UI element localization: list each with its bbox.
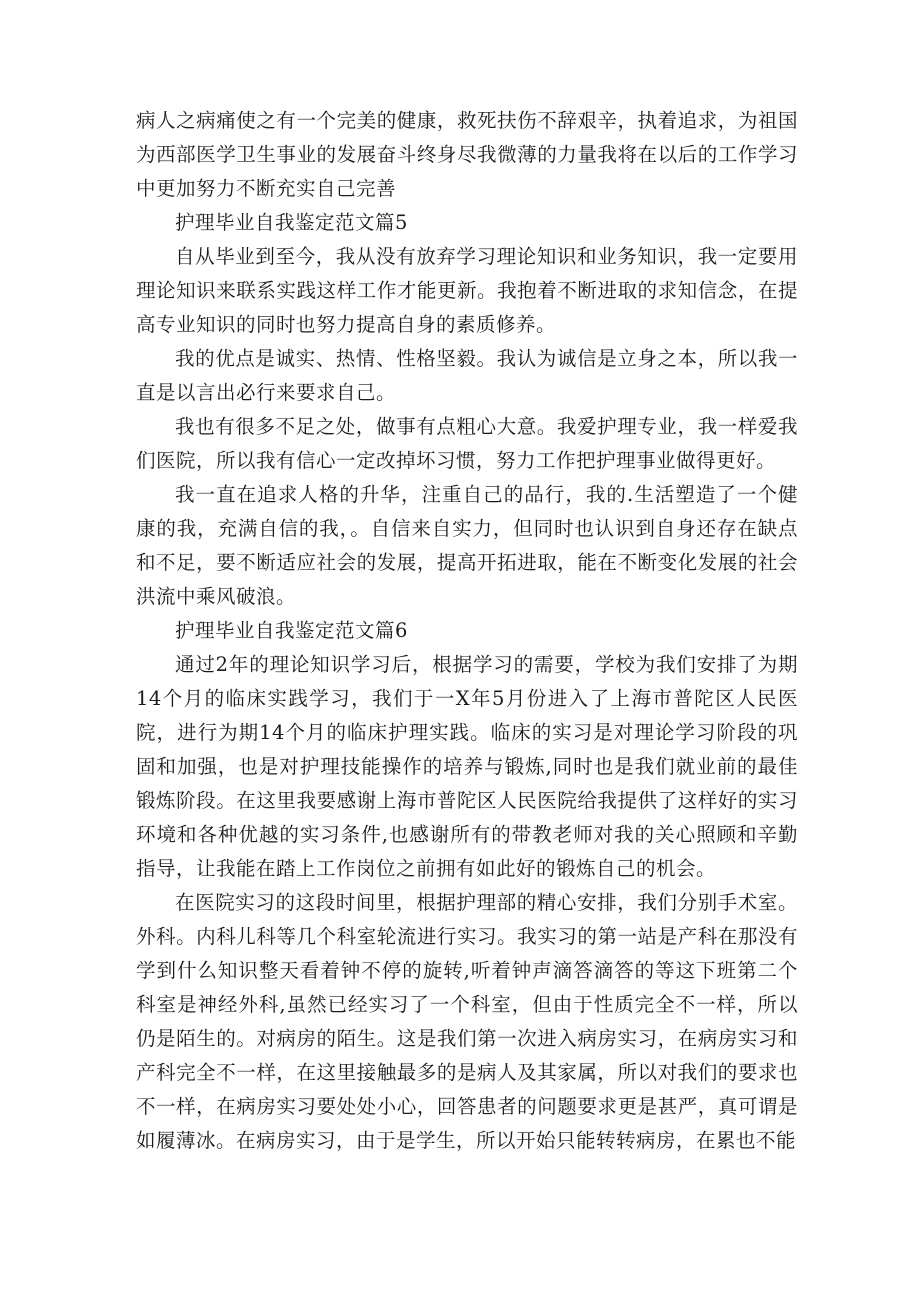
paragraph: 我的优点是诚实、热情、性格坚毅。我认为诚信是立身之本，所以我一直是以言出必行来要求自己。	[136, 347, 798, 404]
paragraph: 我也有很多不足之处，做事有点粗心大意。我爱护理专业，我一样爱我们医院，所以我有信心一定改掉坏习惯，努力工作把护理事业做得更好。	[136, 415, 798, 472]
paragraph: 在医院实习的这段时间里，根据护理部的精心安排，我们分别手术室。外科。内科儿科等几个科室轮流进行实习。我实习的第一站是产科在那没有学到什么知识整天看着钟不停的旋转,听着钟声滴答滴答的等这下班第二个科室是神经外科,虽然已经实习了一个科室，但由于性质完全不一样，所以仍是陌生的。对病房的陌生。这是我们第一次进入病房实习，在病房实习和产科完全不一样，在这里接触最多的是病人及其家属，所以对我们的要求也不一样，在病房实习要处处小心，回答患者的问题要求更是甚严，真可谓是如履薄冰。在病房实习，由于是学生，所以开始只能转转病房，在累也不能	[136, 891, 798, 1152]
paragraph: 通过2年的理论知识学习后，根据学习的需要，学校为我们安排了为期14个月的临床实践学习，我们于一X年5月份进入了上海市普陀区人民医院，进行为期14个月的临床护理实践。临床的实习是对理论学习阶段的巩固和加强，也是对护理技能操作的培养与锻炼,同时也是我们就业前的最佳锻炼阶段。在这里我要感谢上海市普陀区人民医院给我提供了这样好的实习环境和各种优越的实习条件,也感谢所有的带教老师对我的关心照顾和辛勤指导，让我能在踏上工作岗位之前拥有如此好的锻炼自己的机会。	[136, 653, 798, 880]
paragraph-continued: 病人之病痛使之有一个完美的健康，救死扶伤不辞艰辛，执着追求，为祖国为西部医学卫生事业的发展奋斗终身尽我微薄的力量我将在以后的工作学习中更加努力不断充实自己完善	[136, 109, 798, 200]
paragraph: 我一直在追求人格的升华，注重自己的品行，我的.生活塑造了一个健康的我，充满自信的我，。自信来自实力，但同时也认识到自身还存在缺点和不足，要不断适应社会的发展，提高开拓进取，能在不断变化发展的社会洪流中乘风破浪。	[136, 483, 798, 608]
section-heading-6: 护理毕业自我鉴定范文篇6	[175, 619, 408, 642]
document-body	[136, 104, 798, 1158]
paragraph: 自从毕业到至今，我从没有放弃学习理论知识和业务知识，我一定要用理论知识来联系实践这样工作才能更新。我抱着不断进取的求知信念，在提高专业知识的同时也努力提高自身的素质修养。	[136, 245, 798, 336]
section-heading-5: 护理毕业自我鉴定范文篇5	[175, 211, 408, 234]
